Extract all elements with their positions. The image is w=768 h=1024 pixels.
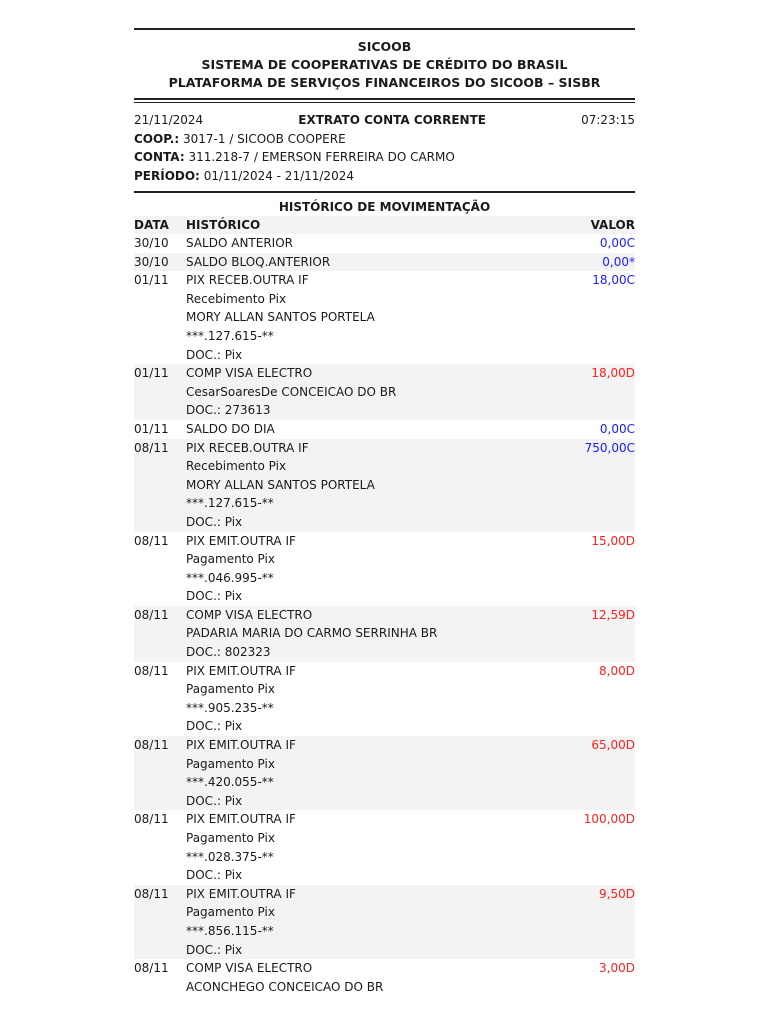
history-line: COMP VISA ELECTRO <box>186 607 313 622</box>
row-date: 01/11 <box>134 273 169 288</box>
coop-row <box>134 130 635 149</box>
row-value: 0,00C <box>599 236 635 250</box>
statement-meta <box>134 103 635 191</box>
table-row <box>134 959 635 996</box>
history-line: Pagamento Pix <box>186 831 275 845</box>
history-line: DOC.: Pix <box>186 589 243 604</box>
history-line: COMP VISA ELECTRO <box>186 366 313 381</box>
history-line: ***.046.995-** <box>186 570 274 585</box>
statement-time: 07:23:15 <box>581 113 635 127</box>
history-line: ***.127.615-** <box>186 328 274 343</box>
row-history <box>186 810 559 884</box>
history-line: ***.127.615-** <box>186 496 274 511</box>
periodo-row <box>134 167 635 186</box>
history-line: Recebimento Pix <box>186 459 287 474</box>
row-date: 30/10 <box>134 236 169 250</box>
row-history <box>186 234 559 253</box>
header-line-1: SICOOB <box>357 39 412 54</box>
row-value: 750,00C <box>559 439 635 532</box>
statement-title: EXTRATO CONTA CORRENTE <box>298 113 486 127</box>
history-line: ***.028.375-** <box>186 849 274 864</box>
coop-value: 3017-1 / SICOOB COOPERE <box>183 131 346 146</box>
history-line: Pagamento Pix <box>186 905 275 920</box>
history-line: DOC.: 802323 <box>186 645 271 660</box>
row-value: 12,59D <box>559 606 635 662</box>
table-row <box>134 234 635 253</box>
row-value: 65,00D <box>559 736 635 810</box>
row-date: 08/11 <box>134 606 186 662</box>
header-line-3: PLATAFORMA DE SERVIÇOS FINANCEIROS DO SICOOB – SISBR <box>168 75 601 90</box>
row-history <box>186 606 559 662</box>
history-line: PIX EMIT.OUTRA IF <box>186 663 296 678</box>
row-history <box>186 439 559 532</box>
row-date: 01/11 <box>134 421 169 436</box>
history-line: DOC.: Pix <box>186 793 243 808</box>
conta-row <box>134 148 635 167</box>
transactions-table <box>134 216 635 996</box>
history-line: DOC.: Pix <box>186 719 243 734</box>
col-value-header: VALOR <box>559 216 635 234</box>
row-value: 18,00C <box>592 273 635 288</box>
history-line: DOC.: Pix <box>186 347 243 362</box>
col-history-header: HISTÓRICO <box>186 216 559 234</box>
history-line: SALDO DO DIA <box>186 421 275 436</box>
history-line: DOC.: Pix <box>186 514 243 529</box>
history-line: COMP VISA ELECTRO <box>186 961 313 976</box>
history-line: ***.905.235-** <box>186 700 274 715</box>
table-row <box>134 606 635 662</box>
row-history <box>186 736 559 810</box>
section-title: HISTÓRICO DE MOVIMENTAÇÃO <box>278 200 491 214</box>
history-line: Recebimento Pix <box>186 291 287 306</box>
table-row <box>134 885 635 959</box>
row-history <box>186 532 559 606</box>
history-line: PIX EMIT.OUTRA IF <box>186 533 296 548</box>
row-value: 15,00D <box>591 533 635 548</box>
table-row <box>134 810 635 884</box>
row-history <box>186 364 559 420</box>
history-line: SALDO BLOQ.ANTERIOR <box>186 254 331 269</box>
row-history <box>186 420 559 439</box>
row-date: 08/11 <box>134 885 186 959</box>
col-date-header: DATA <box>134 216 186 234</box>
table-row <box>134 439 635 532</box>
table-row <box>134 271 635 364</box>
row-history <box>186 959 559 996</box>
periodo-label: PERÍODO: <box>134 168 200 183</box>
table-row <box>134 662 635 736</box>
bank-header <box>134 30 635 98</box>
row-history <box>186 253 559 272</box>
conta-label: CONTA: <box>134 150 185 164</box>
row-value: 100,00D <box>583 812 635 827</box>
table-row <box>134 736 635 810</box>
row-date: 08/11 <box>134 812 169 827</box>
history-line: ACONCHEGO CONCEICAO DO BR <box>186 979 384 994</box>
table-header-row <box>134 216 635 234</box>
row-date: 08/11 <box>134 736 186 810</box>
header-rule <box>134 98 635 100</box>
row-date: 08/11 <box>134 439 186 532</box>
row-value: 0,00C <box>599 421 635 436</box>
table-row <box>134 532 635 606</box>
table-row <box>134 364 635 420</box>
meta-title-row <box>134 111 635 130</box>
header-line-2: SISTEMA DE COOPERATIVAS DE CRÉDITO DO BRASIL <box>201 57 568 72</box>
history-line: PIX EMIT.OUTRA IF <box>186 886 296 901</box>
row-value: 0,00* <box>559 253 635 272</box>
history-line: MORY ALLAN SANTOS PORTELA <box>186 310 375 325</box>
history-line: Pagamento Pix <box>186 756 275 771</box>
row-value: 9,50D <box>559 885 635 959</box>
history-line: PADARIA MARIA DO CARMO SERRINHA BR <box>186 626 438 641</box>
history-line: DOC.: Pix <box>186 868 243 883</box>
coop-label: COOP.: <box>134 131 180 146</box>
row-history <box>186 271 559 364</box>
history-line: PIX RECEB.OUTRA IF <box>186 273 309 288</box>
history-line: Pagamento Pix <box>186 682 275 697</box>
row-history <box>186 885 559 959</box>
history-line: PIX EMIT.OUTRA IF <box>186 738 296 753</box>
history-line: ***.420.055-** <box>186 775 274 790</box>
row-history <box>186 662 559 736</box>
history-line: SALDO ANTERIOR <box>186 236 293 250</box>
transactions-body <box>134 234 635 996</box>
table-row <box>134 420 635 439</box>
row-date: 30/10 <box>134 253 186 272</box>
row-value: 18,00D <box>559 364 635 420</box>
conta-value: 311.218-7 / EMERSON FERREIRA DO CARMO <box>188 150 455 164</box>
row-date: 08/11 <box>134 961 169 976</box>
row-date: 08/11 <box>134 533 169 548</box>
history-line: DOC.: 273613 <box>186 403 271 418</box>
history-line: ***.856.115-** <box>186 923 274 938</box>
row-date: 01/11 <box>134 364 186 420</box>
periodo-value: 01/11/2024 - 21/11/2024 <box>203 168 354 183</box>
statement-page <box>134 28 635 996</box>
history-line: PIX RECEB.OUTRA IF <box>186 440 309 455</box>
statement-date: 21/11/2024 <box>134 113 204 127</box>
history-line: CesarSoaresDe CONCEICAO DO BR <box>186 384 397 399</box>
table-row <box>134 253 635 272</box>
row-value: 3,00D <box>599 961 635 976</box>
row-date: 08/11 <box>134 663 169 678</box>
history-line: Pagamento Pix <box>186 552 275 567</box>
row-value: 8,00D <box>599 663 635 678</box>
history-line: PIX EMIT.OUTRA IF <box>186 812 296 827</box>
history-line: MORY ALLAN SANTOS PORTELA <box>186 477 375 492</box>
history-line: DOC.: Pix <box>186 942 243 957</box>
